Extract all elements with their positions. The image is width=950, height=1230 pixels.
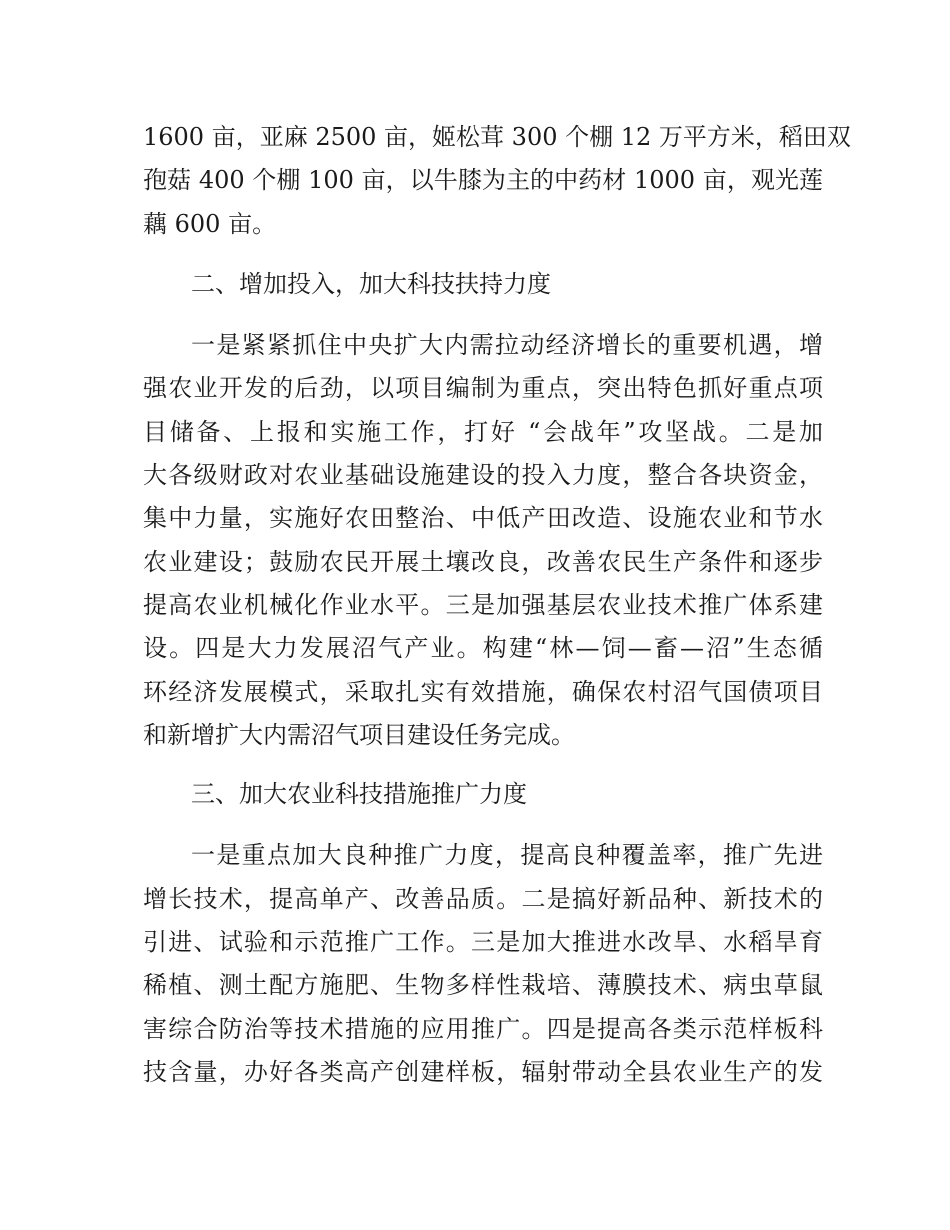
paragraph-line: 农业建设；鼓励农民开展土壤改良，改善农民生产条件和逐步 [143,548,823,576]
paragraph-line: 大各级财政对农业基础设施建设的投入力度，整合各块资金， [143,461,823,489]
paragraph-line: 技含量，办好各类高产创建样板，辐射带动全县农业生产的发 [143,1058,823,1086]
paragraph-line: 目储备、上报和实施工作，打好 “会战年”攻坚战。二是加 [143,418,823,446]
paragraph-line: 环经济发展模式，采取扎实有效措施，确保农村沼气国债项目 [143,678,823,706]
paragraph-line: 1600 亩，亚麻 2500 亩，姬松茸 300 个棚 12 万平方米，稻田双 [143,123,851,151]
paragraph-line: 孢菇 400 个棚 100 亩，以牛膝为主的中药材 1000 亩，观光莲 [143,166,823,194]
section-heading: 二、增加投入，加大科技扶持力度 [191,270,551,298]
paragraph-line: 集中力量，实施好农田整治、中低产田改造、设施农业和节水 [143,504,823,532]
paragraph-line: 害综合防治等技术措施的应用推广。四是提高各类示范样板科 [143,1015,823,1043]
paragraph-line: 提高农业机械化作业水平。三是加强基层农业技术推广体系建 [143,591,823,619]
paragraph-line: 引进、试验和示范推广工作。三是加大推进水改旱、水稻旱育 [143,928,823,956]
paragraph-line: 一是紧紧抓住中央扩大内需拉动经济增长的重要机遇，增 [191,331,823,359]
paragraph-line: 一是重点加大良种推广力度，提高良种覆盖率，推广先进 [191,841,823,869]
paragraph-line: 稀植、测土配方施肥、生物多样性栽培、薄膜技术、病虫草鼠 [143,971,823,999]
paragraph-line: 设。四是大力发展沼气产业。构建“林—饲—畜—沼”生态循 [143,634,823,662]
paragraph-line: 藕 600 亩。 [143,210,277,238]
section-heading: 三、加大农业科技措施推广力度 [191,780,527,808]
paragraph-line: 强农业开发的后劲，以项目编制为重点，突出特色抓好重点项 [143,374,823,402]
paragraph-line: 和新增扩大内需沼气项目建设任务完成。 [143,721,575,749]
paragraph-line: 增长技术，提高单产、改善品质。二是搞好新品种、新技术的 [143,885,823,913]
